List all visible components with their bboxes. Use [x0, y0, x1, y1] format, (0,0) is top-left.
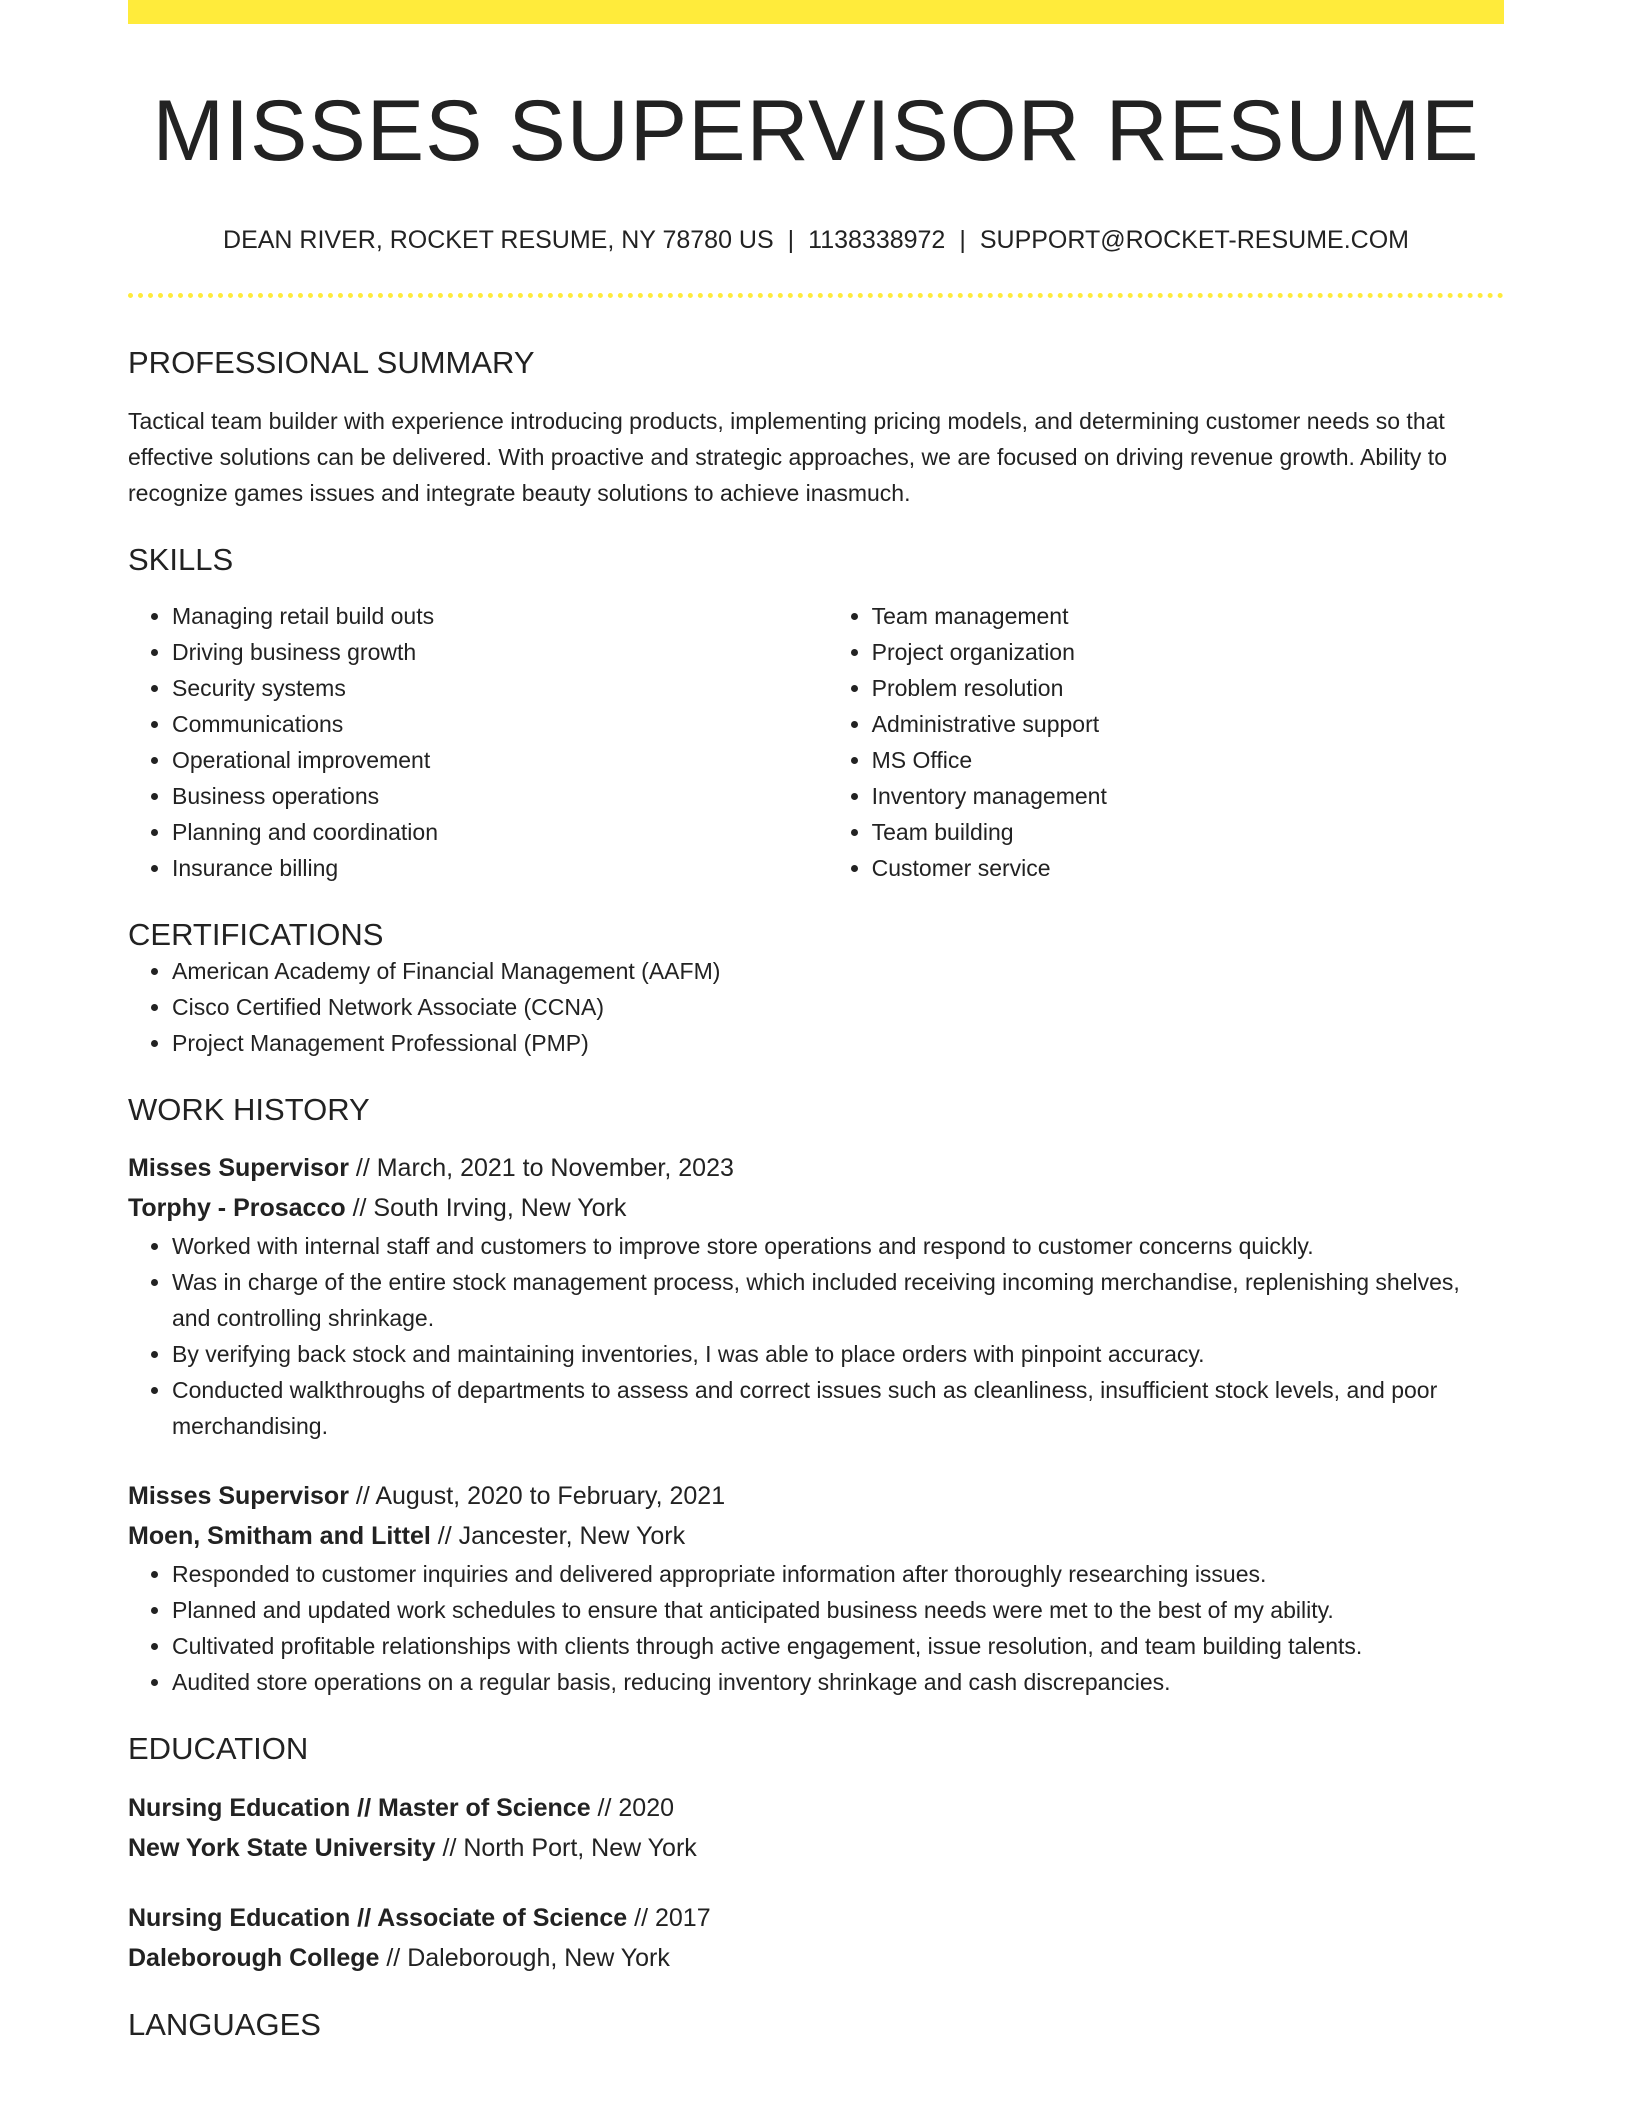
job-bullet: • Audited store operations on a regular basis, reducing inventory shrinkage and cash discrepancies.: [172, 1664, 1504, 1700]
top-accent-bar: [128, 0, 1504, 24]
job-bullet: • Planned and updated work schedules to ensure that anticipated business needs were met to the best of my ability.: [172, 1592, 1504, 1628]
skill-item: • Insurance billing: [172, 850, 828, 886]
job-entry: [128, 1148, 1504, 1444]
skill-item: • Problem resolution: [872, 670, 1504, 706]
resume-page: [128, 0, 1504, 2043]
education-location: // Daleborough, New York: [379, 1943, 670, 1972]
skill-item: • Project organization: [872, 634, 1504, 670]
skill-item: • Inventory management: [872, 778, 1504, 814]
certifications-heading: CERTIFICATIONS: [128, 916, 384, 952]
education-degree-line: [128, 1898, 1504, 1938]
skill-item: • Team management: [872, 598, 1504, 634]
certification-item: • Cisco Certified Network Associate (CCNA): [172, 989, 1504, 1025]
resume-title: MISSES SUPERVISOR RESUME: [152, 83, 1480, 179]
contact-phone: 1138338972: [808, 225, 946, 254]
contact-line: [128, 225, 1504, 255]
work-history-heading: WORK HISTORY: [128, 1092, 370, 1128]
job-bullet: • Conducted walkthroughs of departments to assess and correct issues such as cleanliness, insufficient stock levels, and poor merchandising.: [172, 1372, 1504, 1444]
education-school: New York State University: [128, 1833, 436, 1862]
job-dates: // August, 2020 to February, 2021: [348, 1482, 726, 1511]
skill-item: • MS Office: [872, 742, 1504, 778]
skills-heading: SKILLS: [128, 541, 234, 577]
education-degree-line: [128, 1788, 1504, 1828]
contact-separator: |: [959, 225, 966, 254]
education-year: // 2020: [590, 1793, 675, 1822]
skill-item: • Business operations: [172, 778, 828, 814]
skill-item: • Operational improvement: [172, 742, 828, 778]
education-location: // North Port, New York: [435, 1833, 697, 1862]
job-company: Moen, Smitham and Littel: [128, 1522, 431, 1551]
job-bullet: • Cultivated profitable relationships with clients through active engagement, issue resolution, and team building talents.: [172, 1628, 1504, 1664]
skills-column-right: [828, 598, 1504, 886]
skill-item: • Managing retail build outs: [172, 598, 828, 634]
education-school: Daleborough College: [128, 1943, 380, 1972]
skill-item: • Administrative support: [872, 706, 1504, 742]
job-role-line: [128, 1476, 1504, 1516]
skill-item: • Communications: [172, 706, 828, 742]
job-location: // Jancester, New York: [430, 1522, 686, 1551]
education-school-line: [128, 1938, 1504, 1978]
skill-item: • Team building: [872, 814, 1504, 850]
summary-text: Tactical team builder with experience introducing products, implementing pricing models, and determining customer needs so that effective solutions can be delivered. With proactive and strategic approaches, we are focused on driving revenue growth. Ability to recognize games issues and integrate beauty solutions to achieve inasmuch.: [128, 407, 1447, 506]
job-bullets: [128, 1228, 1504, 1444]
summary-heading: PROFESSIONAL SUMMARY: [128, 344, 535, 380]
education-year: // 2017: [627, 1903, 711, 1932]
contact-address: DEAN RIVER, ROCKET RESUME, NY 78780 US: [223, 225, 774, 254]
job-bullet: • Worked with internal staff and customers to improve store operations and respond to customer concerns quickly.: [172, 1228, 1504, 1264]
job-bullet: • Responded to customer inquiries and delivered appropriate information after thoroughly researching issues.: [172, 1556, 1504, 1592]
education-degree: Nursing Education // Associate of Science: [128, 1903, 628, 1932]
certification-item: • American Academy of Financial Management (AAFM): [172, 953, 1504, 989]
job-company-line: [128, 1516, 1504, 1556]
job-company-line: [128, 1188, 1504, 1228]
education-heading: EDUCATION: [128, 1731, 309, 1767]
job-role: Misses Supervisor: [128, 1482, 349, 1511]
skill-item: • Customer service: [872, 850, 1504, 886]
certification-item: • Project Management Professional (PMP): [172, 1025, 1504, 1061]
contact-separator: |: [787, 225, 795, 254]
education-school-line: [128, 1828, 1504, 1868]
skills-column-left: [128, 598, 828, 886]
job-role-line: [128, 1148, 1504, 1188]
skill-item: • Planning and coordination: [172, 814, 828, 850]
certifications-list: [128, 953, 1504, 1061]
dotted-divider: [128, 293, 1504, 298]
job-company: Torphy - Prosacco: [128, 1194, 346, 1223]
job-role: Misses Supervisor: [128, 1154, 349, 1183]
languages-heading: LANGUAGES: [128, 2006, 321, 2042]
skill-item: • Security systems: [172, 670, 828, 706]
skill-item: • Driving business growth: [172, 634, 828, 670]
job-bullet: • By verifying back stock and maintaining inventories, I was able to place orders with pinpoint accuracy.: [172, 1336, 1504, 1372]
job-dates: // March, 2021 to November, 2023: [348, 1154, 734, 1183]
job-bullets: [128, 1556, 1504, 1700]
job-bullet: • Was in charge of the entire stock management process, which included receiving incoming merchandise, replenishing shelves, and controlling shrinkage.: [172, 1264, 1504, 1336]
education-entry: [128, 1788, 1504, 1868]
education-degree: Nursing Education // Master of Science: [128, 1793, 591, 1822]
contact-email: SUPPORT@ROCKET-RESUME.COM: [979, 225, 1409, 254]
job-entry: [128, 1476, 1504, 1700]
job-location: // South Irving, New York: [345, 1194, 627, 1223]
skills-list: [128, 598, 1504, 886]
education-entry: [128, 1898, 1504, 1978]
